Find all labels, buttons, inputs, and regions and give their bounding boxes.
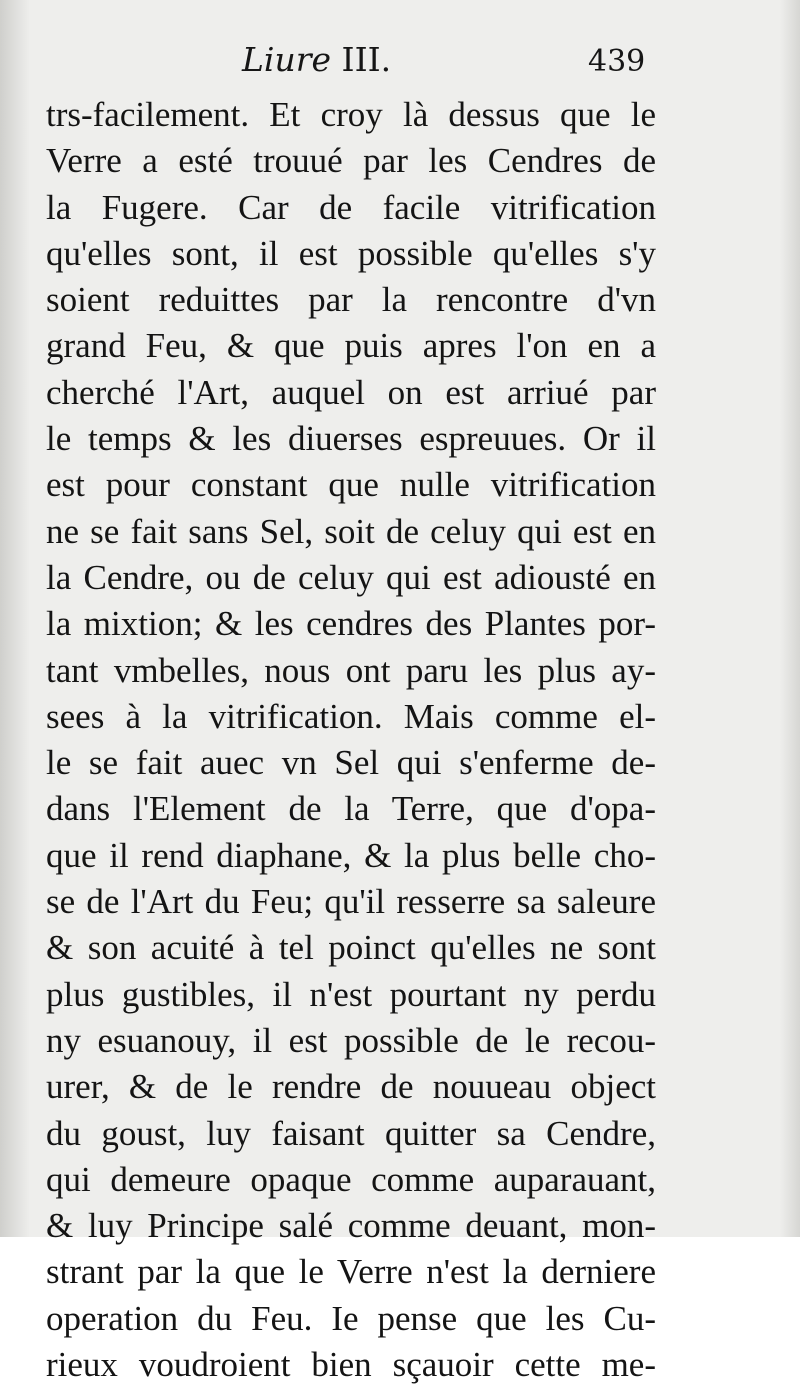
running-title bbox=[242, 40, 391, 79]
text-line: & son acuité à tel poinct qu'elles ne sont bbox=[46, 928, 656, 968]
text-line: du goust, luy faisant quitter sa Cendre, bbox=[46, 1113, 656, 1153]
text-line: ne se fait sans Sel, soit de celuy qui est en bbox=[46, 511, 656, 551]
text-line: trs-facilement. Et croy là dessus que le bbox=[46, 95, 656, 134]
text-line: qui demeure opaque comme auparauant, bbox=[46, 1159, 656, 1199]
page-edge-shadow bbox=[780, 0, 800, 1237]
running-head bbox=[0, 40, 800, 90]
text-line: la Fugere. Car de facile vitrification bbox=[46, 187, 656, 227]
text-line: tant vmbelles, nous ont paru les plus ay- bbox=[46, 650, 656, 690]
running-title-numeral: III. bbox=[341, 40, 392, 79]
text-line: le temps & les diuerses espreuues. Or il bbox=[46, 419, 656, 459]
text-line: soient reduittes par la rencontre d'vn bbox=[46, 280, 656, 320]
text-line: la mixtion; & les cendres des Plantes por- bbox=[46, 604, 656, 644]
text-line: le se fait auec vn Sel qui s'enferme de- bbox=[46, 743, 656, 783]
text-line: grand Feu, & que puis apres l'on en a bbox=[46, 326, 656, 366]
body-text bbox=[46, 92, 656, 1388]
text-line: cherché l'Art, auquel on est arriué par bbox=[46, 372, 656, 412]
gutter-shadow bbox=[0, 0, 30, 1237]
text-line: ny esuanouy, il est possible de le recou- bbox=[46, 1020, 656, 1060]
text-line: dans l'Element de la Terre, que d'opa- bbox=[46, 789, 656, 829]
text-line: se de l'Art du Feu; qu'il resserre sa saleure bbox=[46, 882, 656, 922]
text-line: que il rend diaphane, & la plus belle cho- bbox=[46, 835, 656, 875]
text-line: est pour constant que nulle vitrification bbox=[46, 465, 656, 505]
text-line: strant par la que le Verre n'est la derniere bbox=[46, 1252, 656, 1292]
text-line: & luy Principe salé comme deuant, mon- bbox=[46, 1206, 656, 1246]
text-line: sees à la vitrification. Mais comme el- bbox=[46, 696, 656, 736]
text-line: urer, & de le rendre de nouueau object bbox=[46, 1067, 656, 1107]
page-number: 439 bbox=[588, 44, 646, 79]
text-line: rieux voudroient bien sçauoir cette me- bbox=[46, 1345, 656, 1385]
text-line: operation du Feu. Ie pense que les Cu- bbox=[46, 1298, 656, 1338]
running-title-word: Liure bbox=[242, 40, 332, 79]
text-line: qu'elles sont, il est possible qu'elles s'y bbox=[46, 233, 656, 273]
text-line: la Cendre, ou de celuy qui est adiousté en bbox=[46, 557, 656, 597]
text-line: plus gustibles, il n'est pourtant ny perdu bbox=[46, 974, 656, 1014]
text-line: Verre a esté trouué par les Cendres de bbox=[46, 141, 656, 181]
